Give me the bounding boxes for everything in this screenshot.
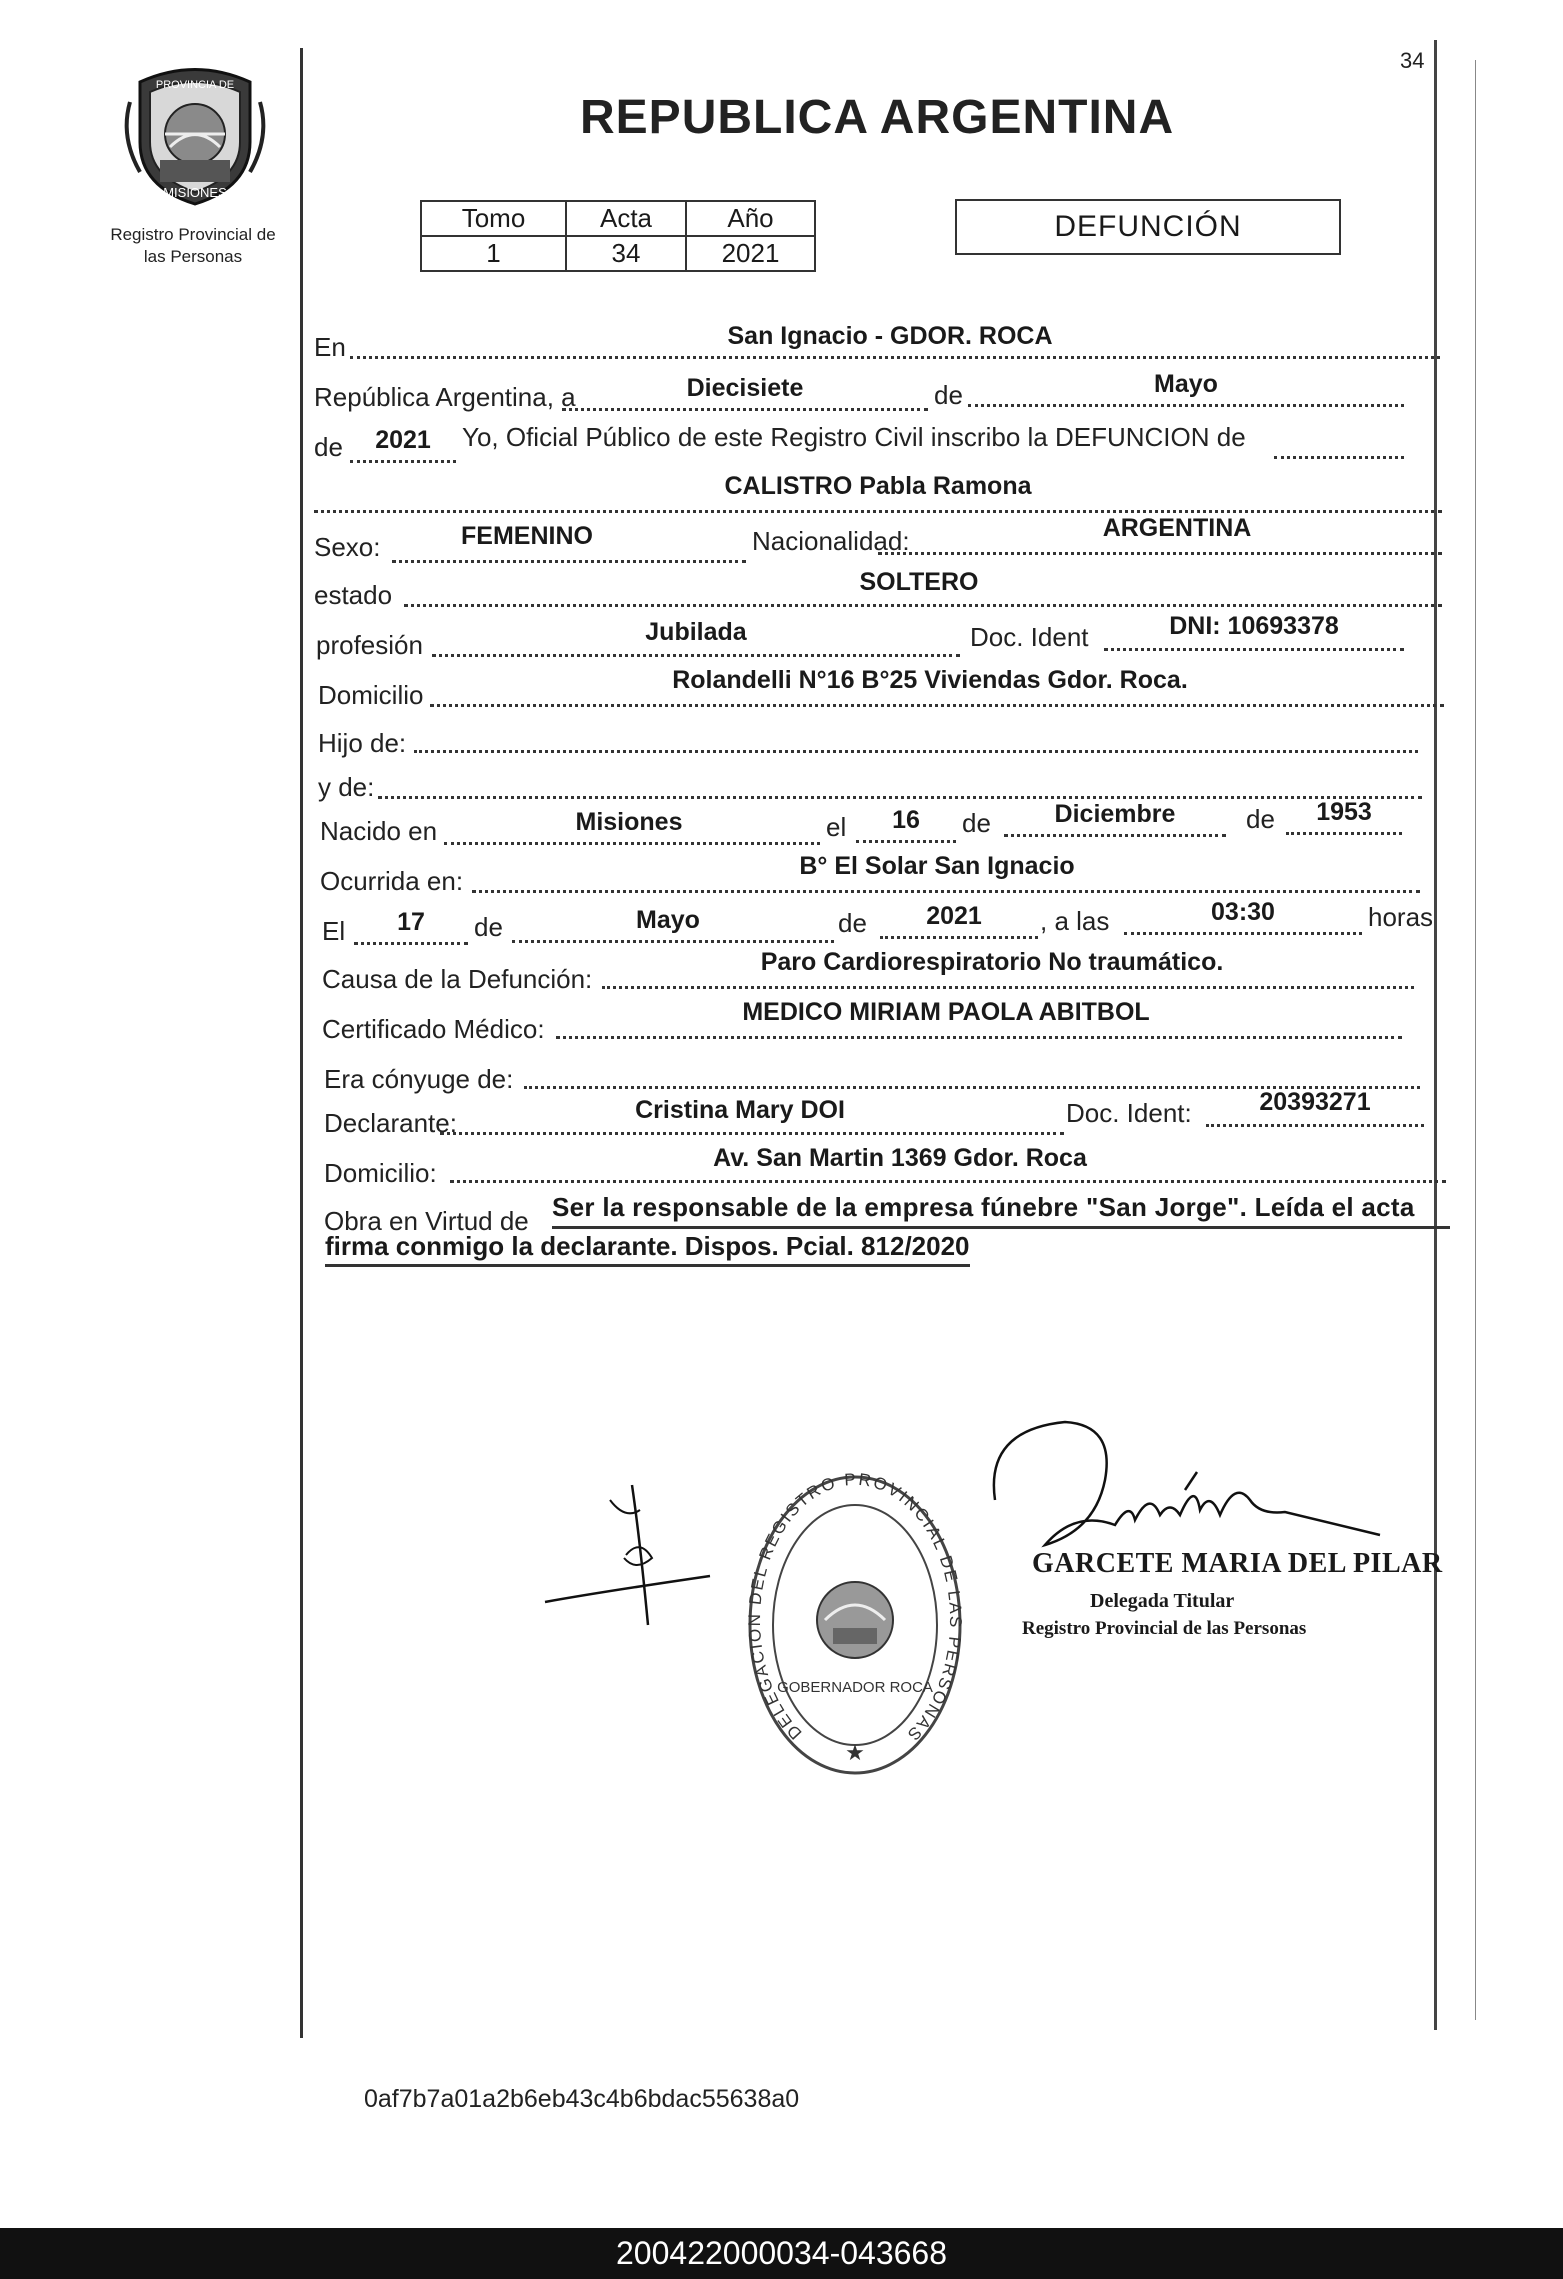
nacido-value: Misiones: [575, 808, 683, 836]
profesion-value: Jubilada: [645, 618, 747, 646]
estado-value: SOLTERO: [859, 568, 979, 596]
decl-doc-value: 20393271: [1259, 1088, 1371, 1116]
obra-line1: Ser la responsable de la empresa fúnebre "San Jorge". Leída el acta: [552, 1192, 1415, 1222]
conyuge-field: [524, 1052, 1420, 1089]
death-year-value: 2021: [926, 902, 982, 930]
causa-label: Causa de la Defunción:: [322, 964, 593, 994]
ocurrida-label: Ocurrida en:: [320, 866, 464, 896]
official-organization: Registro Provincial de las Personas: [1022, 1618, 1307, 1639]
domicilio-label: Domicilio: [318, 680, 424, 710]
death-day-value: 17: [397, 908, 425, 936]
de-label: de: [934, 380, 963, 410]
hijo-label: Hijo de:: [318, 728, 407, 758]
death-month-value: Mayo: [636, 906, 700, 934]
document-title: REPUBLICA ARGENTINA: [580, 91, 1175, 144]
birth-year-value: 1953: [1316, 798, 1372, 826]
el2-label: El: [322, 916, 346, 946]
el-label: el: [826, 812, 847, 842]
birth-day-value: 16: [892, 806, 920, 834]
sexo-value: FEMENINO: [461, 522, 593, 550]
record-header-ano: Año: [686, 201, 815, 236]
record-header-tomo: Tomo: [421, 201, 566, 236]
official-signature: [985, 1420, 1385, 1560]
record-value-acta: 34: [566, 236, 686, 271]
hijo-field: [414, 716, 1418, 753]
official-role: Delegada Titular: [1090, 1590, 1235, 1612]
certificado-value: MEDICO MIRIAM PAOLA ABITBOL: [742, 998, 1150, 1026]
declarante-value: Cristina Mary DOI: [635, 1096, 845, 1124]
svg-text:DELEGACION DEL REGISTRO PROVIN: DELEGACION DEL REGISTRO PROVINCIAL DE LAS PERSONAS: [745, 1470, 965, 1746]
birth-de2-label: de: [1246, 804, 1275, 834]
yde-label: y de:: [318, 772, 375, 802]
a-las-label: , a las: [1040, 906, 1110, 936]
official-name: GARCETE MARIA DEL PILAR: [1032, 1548, 1443, 1579]
year-de-label: de: [314, 432, 343, 462]
domicilio-value: Rolandelli N°16 B°25 Viviendas Gdor. Roca.: [672, 666, 1188, 694]
doc-label: Doc. Ident: [970, 622, 1089, 652]
deceased-name-value: CALISTRO Pabla Ramona: [724, 472, 1032, 500]
en-label: En: [314, 332, 346, 362]
record-value-ano: 2021: [686, 236, 815, 271]
year-value: 2021: [375, 426, 431, 454]
ocurrida-value: B° El Solar San Ignacio: [799, 852, 1075, 880]
document-hash: 0af7b7a01a2b6eb43c4b6bdac55638a0: [364, 2085, 800, 2113]
horas-label: horas: [1368, 902, 1434, 932]
inscribo-trailing-field: [1274, 422, 1404, 459]
birth-de1-label: de: [962, 808, 991, 838]
nacionalidad-label: Nacionalidad:: [752, 526, 910, 556]
obra-line1-underline: [552, 1226, 1450, 1229]
obra-line2: firma conmigo la declarante. Dispos. Pcial. 812/2020: [325, 1231, 970, 1267]
declarante-signature: [540, 1480, 720, 1630]
republic-label: República Argentina, a: [314, 382, 576, 412]
birth-month-value: Diciembre: [1054, 800, 1176, 828]
decl-doc-label: Doc. Ident:: [1066, 1098, 1192, 1128]
barcode-footer: 200422000034-043668: [0, 2228, 1563, 2279]
svg-text:MISIONES: MISIONES: [163, 185, 227, 200]
certificado-label: Certificado Médico:: [322, 1014, 545, 1044]
death-time-value: 03:30: [1211, 898, 1275, 926]
province-seal-logo: [120, 62, 270, 207]
nacido-label: Nacido en: [320, 816, 438, 846]
svg-text:★: ★: [845, 1741, 865, 1766]
day-words-value: Diecisiete: [686, 374, 804, 402]
nacionalidad-value: ARGENTINA: [1102, 514, 1252, 542]
yde-field: [378, 762, 1422, 799]
record-header-acta: Acta: [566, 201, 686, 236]
decl-dom-label: Domicilio:: [324, 1158, 437, 1188]
record-value-tomo: 1: [421, 236, 566, 271]
decl-dom-value: Av. San Martin 1369 Gdor. Roca: [713, 1144, 1087, 1172]
conyuge-label: Era cónyuge de:: [324, 1064, 514, 1094]
left-margin-line: [300, 48, 303, 2038]
record-table-header: [421, 201, 815, 236]
svg-text:PROVINCIA DE: PROVINCIA DE: [155, 79, 235, 91]
place-value: San Ignacio - GDOR. ROCA: [727, 322, 1053, 350]
estado-label: estado: [314, 580, 393, 610]
record-type-box: DEFUNCIÓN: [955, 199, 1341, 255]
page-number: 34: [1400, 48, 1425, 73]
record-table: [420, 200, 816, 272]
obra-label: Obra en Virtud de: [324, 1206, 529, 1236]
record-table-values: [421, 236, 815, 271]
sexo-label: Sexo:: [314, 532, 381, 562]
profesion-label: profesión: [316, 630, 423, 660]
registry-caption: Registro Provincial de las Personas: [110, 225, 276, 266]
registry-stamp: [745, 1470, 965, 1780]
causa-value: Paro Cardiorespiratorio No traumático.: [760, 948, 1224, 976]
month-value: Mayo: [1154, 370, 1218, 398]
declarante-label: Declarante:: [324, 1108, 457, 1138]
inscribo-text: Yo, Oficial Público de este Registro Civil inscribo la DEFUNCION de: [462, 422, 1246, 452]
death-de1-label: de: [474, 912, 503, 942]
doc-value: DNI: 10693378: [1169, 612, 1339, 640]
right-margin-line-faint: [1475, 60, 1476, 2020]
death-de2-label: de: [838, 908, 867, 938]
svg-text:GOBERNADOR ROCA: GOBERNADOR ROCA: [777, 1679, 933, 1696]
